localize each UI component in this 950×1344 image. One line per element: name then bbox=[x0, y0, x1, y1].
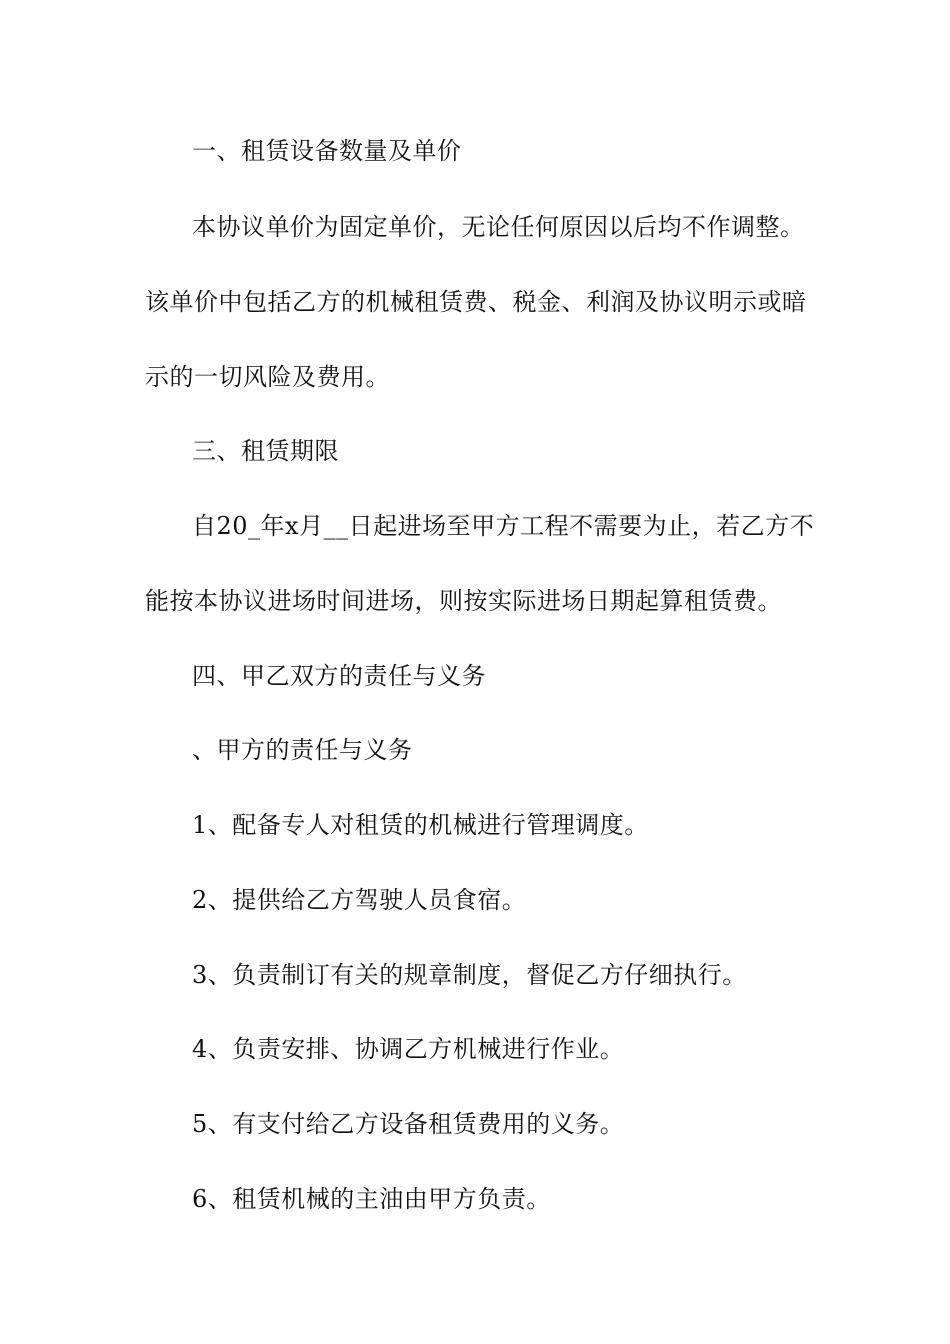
paragraph-line: 能按本协议进场时间进场，则按实际进场日期起算租赁费。 bbox=[145, 587, 782, 615]
list-item: 5、有支付给乙方设备租赁费用的义务。 bbox=[192, 1110, 625, 1138]
list-item: 3、负责制订有关的规章制度，督促乙方仔细执行。 bbox=[192, 961, 747, 989]
paragraph-line: 该单价中包括乙方的机械租赁费、税金、利润及协议明示或暗 bbox=[145, 288, 807, 316]
list-item: 4、负责安排、协调乙方机械进行作业。 bbox=[192, 1035, 625, 1063]
list-item: 1、配备专人对租赁的机械进行管理调度。 bbox=[192, 811, 649, 839]
list-item: 2、提供给乙方驾驶人员食宿。 bbox=[192, 886, 527, 914]
paragraph-line: 自20_年x月__日起进场至甲方工程不需要为止，若乙方不 bbox=[192, 512, 815, 540]
section-heading-4: 四、甲乙双方的责任与义务 bbox=[192, 662, 486, 690]
section-heading-3: 三、租赁期限 bbox=[192, 437, 339, 465]
paragraph-line: 本协议单价为固定单价，无论任何原因以后均不作调整。 bbox=[192, 213, 805, 241]
paragraph-line: 示的一切风险及费用。 bbox=[145, 363, 390, 391]
subsection-heading: 、甲方的责任与义务 bbox=[192, 736, 413, 764]
list-item: 6、租赁机械的主油由甲方负责。 bbox=[192, 1185, 551, 1213]
section-heading-1: 一、租赁设备数量及单价 bbox=[192, 137, 462, 165]
